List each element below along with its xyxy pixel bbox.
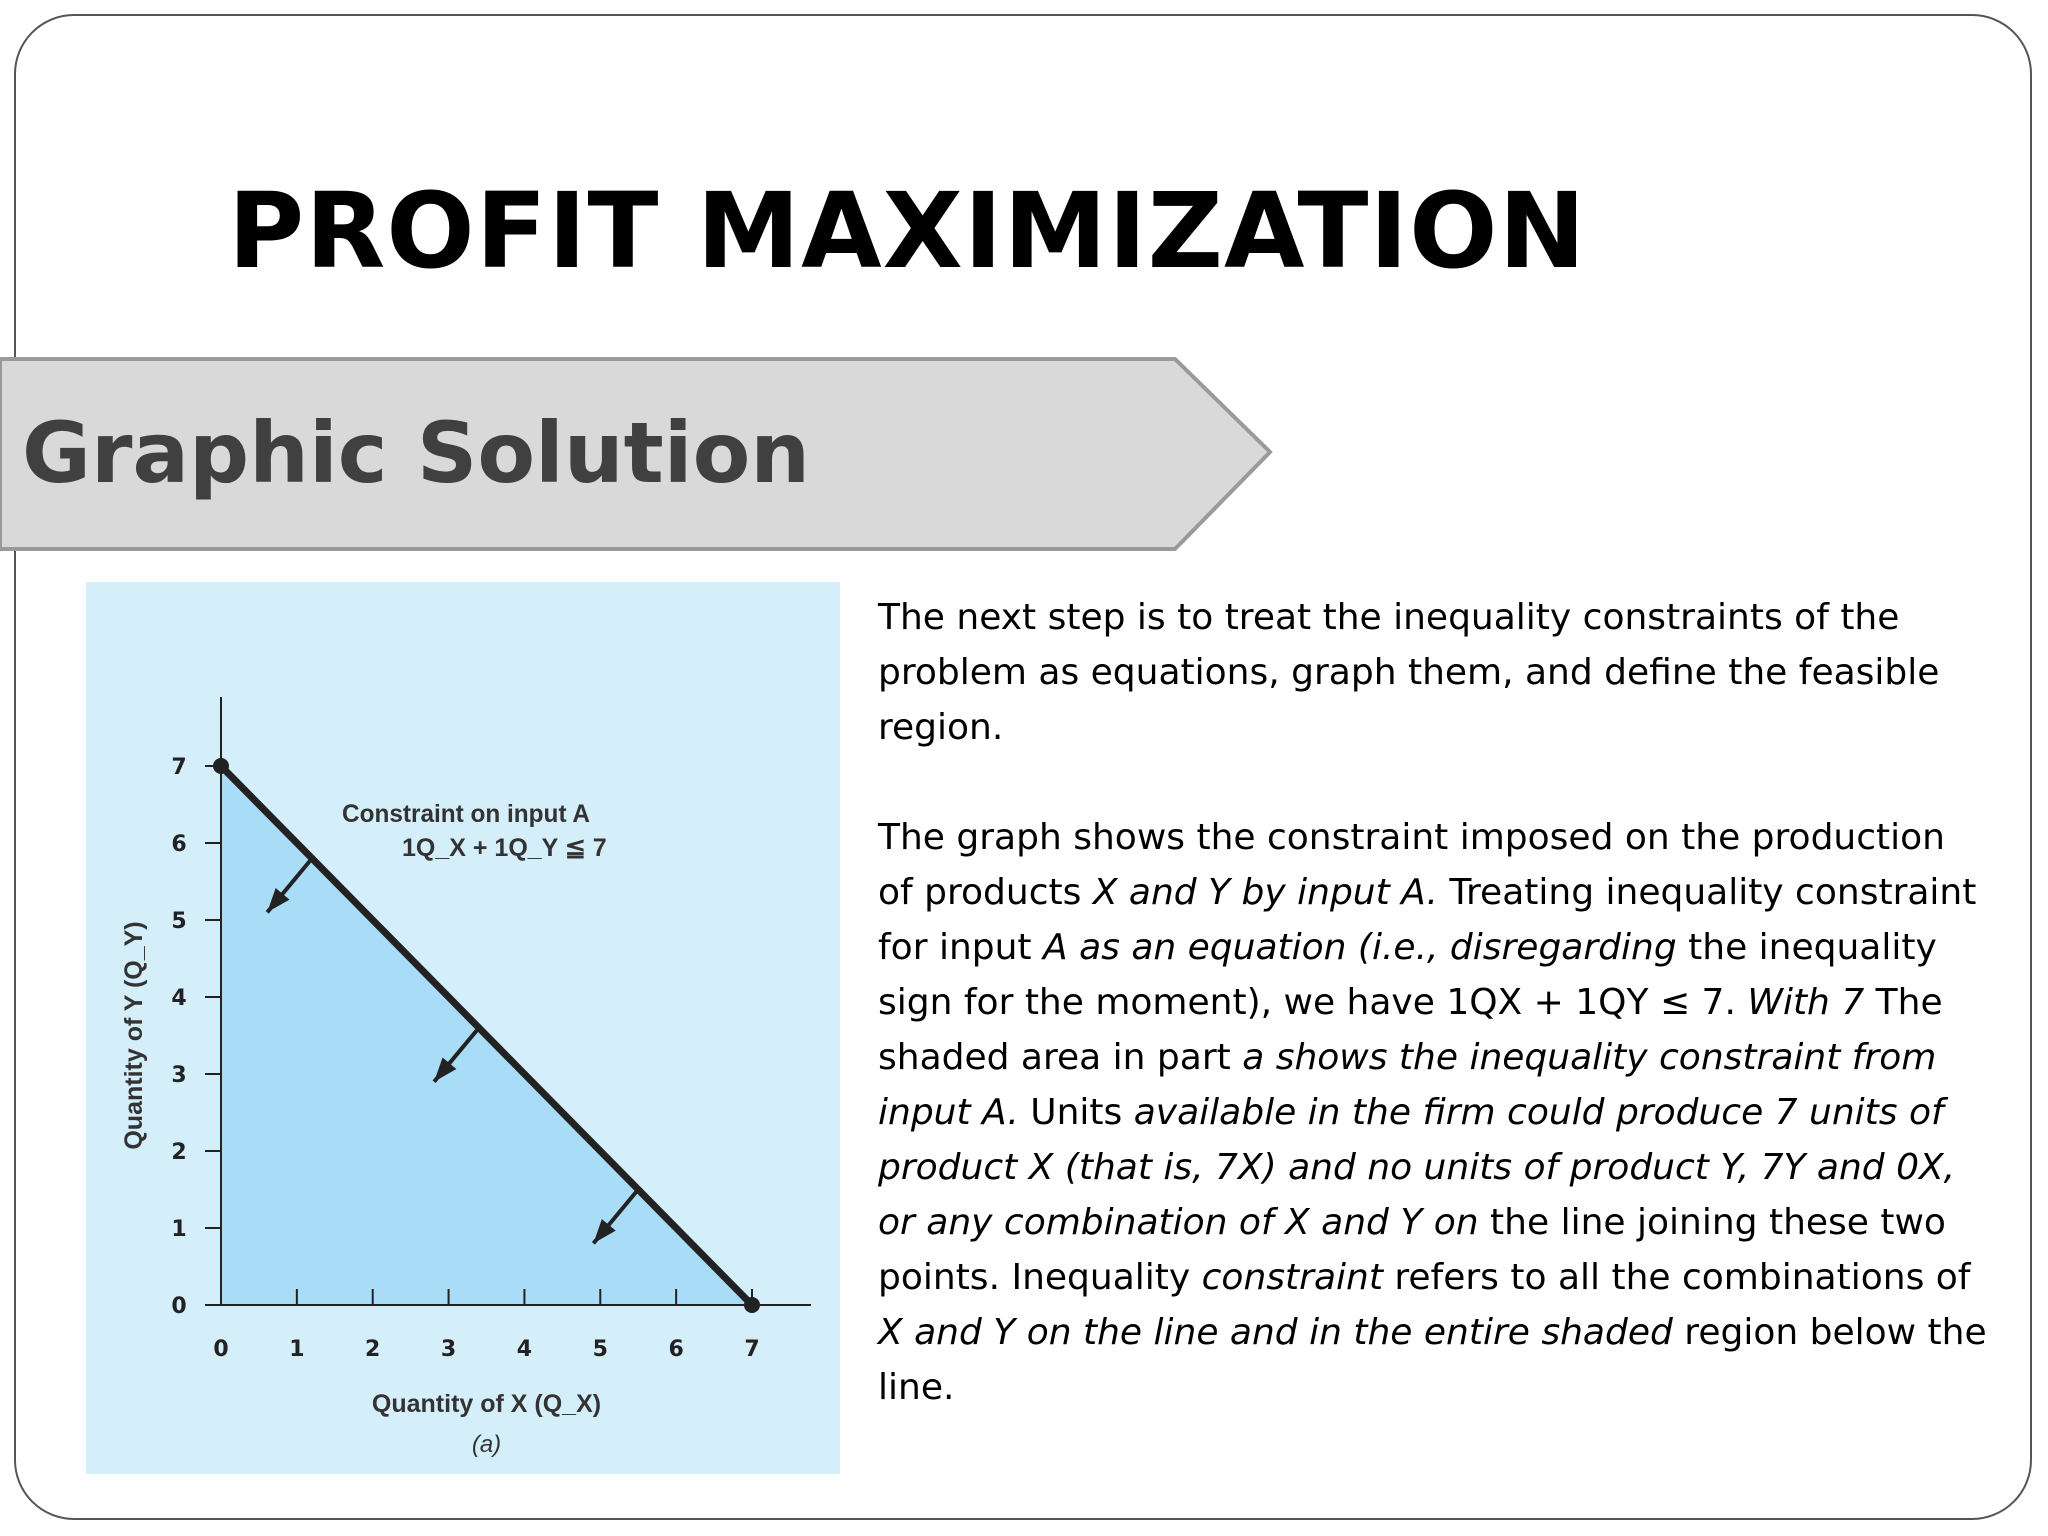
x-tick-label: 0 (213, 1337, 229, 1362)
y-tick-label: 5 (171, 909, 187, 934)
x-tick-label: 5 (592, 1337, 608, 1362)
y-tick-label: 6 (171, 832, 187, 857)
endpoint-dot (744, 1297, 760, 1313)
constraint-figure (86, 582, 840, 1474)
x-tick-label: 7 (744, 1337, 760, 1362)
body-text (878, 590, 1988, 1415)
x-axis-label: Quantity of X (Q_X) (371, 1390, 602, 1418)
paragraph-explanation (878, 810, 1988, 1415)
x-tick-label: 3 (440, 1337, 457, 1362)
text-run: the inequality sign for the moment), we have 1QX + 1QY ≤ 7. (878, 927, 1937, 1023)
text-run: refers to all the combinations of (1382, 1257, 1971, 1298)
y-tick-label: 0 (171, 1294, 187, 1319)
section-title: Graphic Solution (22, 404, 811, 502)
y-tick-label: 2 (171, 1140, 187, 1165)
x-tick-label: 4 (516, 1337, 533, 1362)
text-run: the line joining these two points. Inequality (878, 1202, 1946, 1298)
x-tick-label: 2 (365, 1337, 381, 1362)
paragraph-intro: The next step is to treat the inequality constraints of the problem as equations, graph them, and define the feasible region. (878, 597, 1940, 748)
y-tick-label: 7 (171, 755, 187, 780)
text-run: constraint (1201, 1257, 1383, 1298)
figure-caption: (a) (471, 1431, 502, 1458)
text-run: a shows the inequality constraint from input A. (878, 1037, 1937, 1133)
x-tick-label: 1 (289, 1337, 305, 1362)
text-run: The graph shows the constraint imposed on the production of products (878, 817, 1945, 913)
text-run: available in the firm could produce 7 units of product X (that is, 7X) and no units of product Y, 7Y and 0X, or any combination of X and Y on (878, 1092, 1956, 1243)
text-run: With 7 (1747, 982, 1865, 1023)
text-run: X and Y on the line and in the entire shaded (878, 1312, 1673, 1353)
text-run: A as an equation (i.e., disregarding (1043, 927, 1677, 968)
section-banner (0, 356, 1276, 552)
constraint-chart (86, 582, 840, 1474)
text-run: Units (1018, 1092, 1134, 1133)
annotation-equation: 1Q_X + 1Q_Y ≦ 7 (402, 834, 607, 862)
text-run: region below the line. (878, 1312, 1987, 1408)
y-tick-label: 3 (171, 1063, 187, 1088)
text-run: Treating inequality constraint for input (878, 872, 1977, 968)
y-tick-label: 4 (171, 986, 187, 1011)
text-run: X and Y by input A. (1092, 872, 1438, 913)
endpoint-dot (213, 758, 229, 774)
x-tick-label: 6 (668, 1337, 684, 1362)
text-run: The shaded area in part (878, 982, 1943, 1078)
y-axis-label: Quantity of Y (Q_Y) (120, 921, 148, 1150)
y-tick-label: 1 (171, 1217, 187, 1242)
slide-title: PROFIT MAXIMIZATION (228, 170, 1587, 292)
annotation-title: Constraint on input A (342, 800, 590, 828)
